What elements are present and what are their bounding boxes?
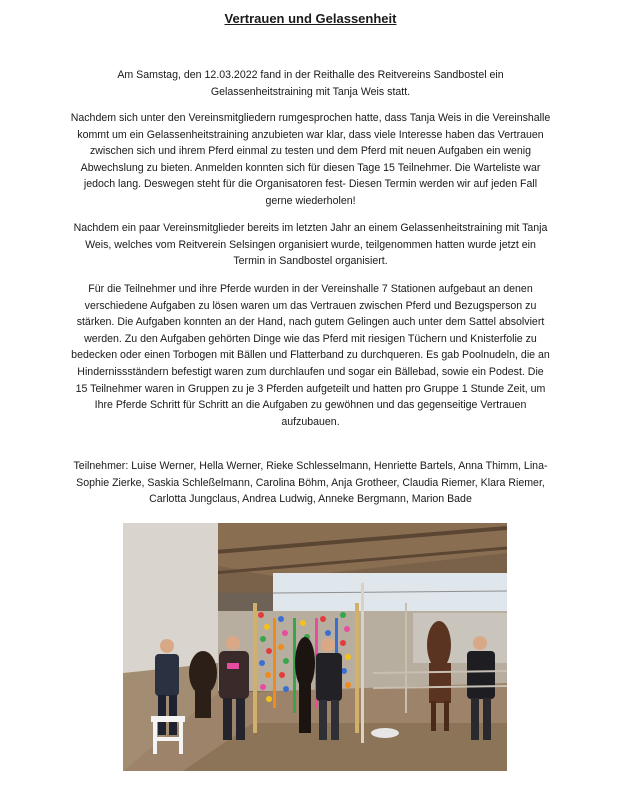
paragraph-history: Nachdem ein paar Vereinsmitglieder bereits im letzten Jahr an einem Gelassenheitstraining mit Tanja Weis, welches vom Reitverein Selsingen organisiert wurde, teilgenommen hatten wurde jetzt ein Termin in Sandbostel organisiert. [73,222,548,268]
paragraph-interest: Nachdem sich unter den Vereinsmitgliedern rumgesprochen hatte, dass Tanja Weis in die Vereinshalle kommt um ein Gelassenheitstraining anzubieten war klar, dass viele Interesse haben das Vertrauen zwischen sich und ihrem Pferd einmal zu testen und dem Pferd mit neuen Aufgaben ein wenig Abwechslung zu bieten. Anmelden konnten sich für diesen Tage 15 Teilnehmer. Die Warteliste war jedoch lang. Deswegen steht für die Organisatoren fest- Diesen Termin werden wir auf jeden Fall gerne wiederholen! [70,112,551,207]
group-photo [123,523,507,771]
paragraph-stations: Für die Teilnehmer und ihre Pferde wurden in der Vereinshalle 7 Stationen aufgebaut an denen verschiedene Aufgaben zu lösen waren um das Vertrauen zwischen Pferd und Bezugsperson zu stärken. Die Aufgaben konnten an der Hand, nach gutem Gelingen auch unter dem Sattel absolviert werden. Zu den Aufgaben gehörten Dinge wie das Pferd mit riesigen Tüchern und Knisterfolie zu bedecken oder einen Torbogen mit Bällen und Flatterband zu durchqueren. Es gab Poolnudeln, die an Hindernissständern befestigt waren zum durchlaufen und sogar ein Bällebad, sowie ein Podest. Die 15 Teilnehmer waren in Gruppen zu je 3 Pferden aufgeteilt und hatten pro Gruppe 1 Stunde Zeit, um Ihre Pferde Schritt für Schritt an die Aufgaben zu gewöhnen und das gegenseitige Vertrauen aufzubauen. [71,283,550,428]
paragraph-participants: Teilnehmer: Luise Werner, Hella Werner, Rieke Schlesselmann, Henriette Bartels, Anna Thimm, Lina-Sophie Zierke, Saskia Schleßelmann, Carolina Böhm, Anja Grotheer, Claudia Riemer, Klara Riemer, Carlotta Jungclaus, Andrea Ludwig, Anneke Bergmann, Marion Bade [73,460,548,506]
paragraph-intro: Am Samstag, den 12.03.2022 fand in der Reithalle des Reitvereins Sandbostel ein Gelassenheitstraining mit Tanja Weis statt. [117,69,504,98]
document-title: Vertrauen und Gelassenheit [224,11,397,26]
